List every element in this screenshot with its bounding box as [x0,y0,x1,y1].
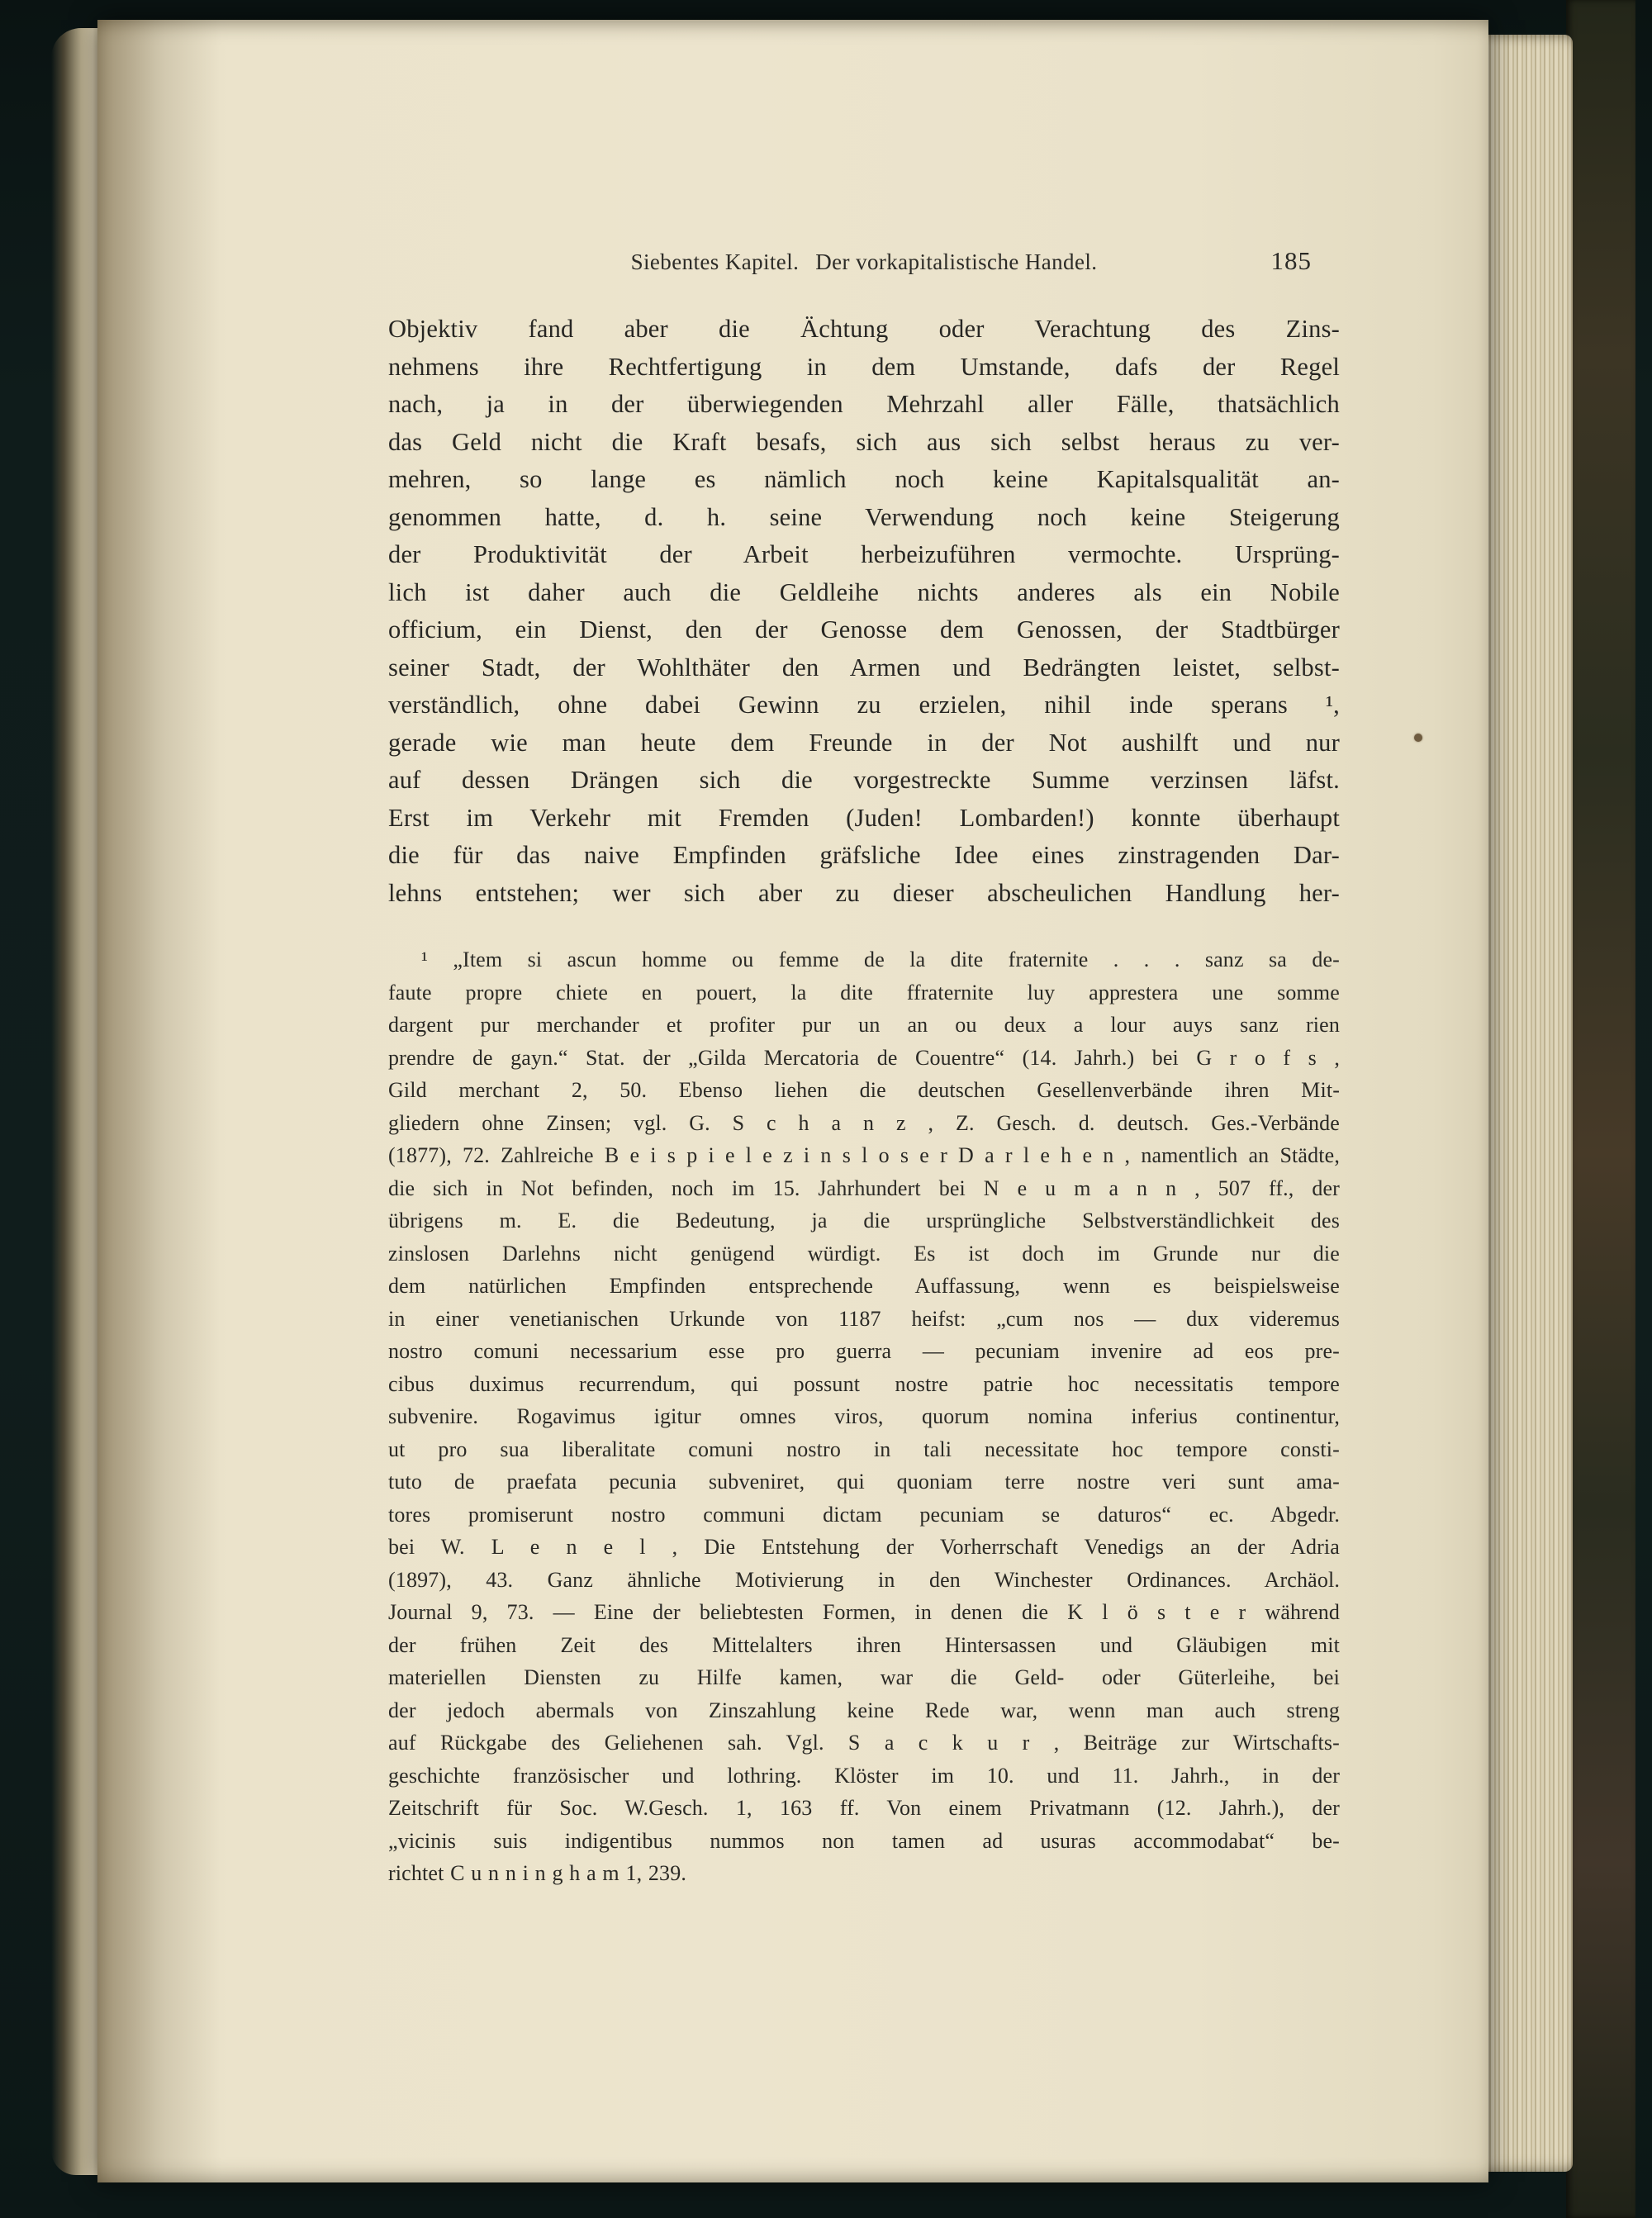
footnote-line: Journal 9, 73. — Eine der beliebtesten Formen, in denen die K l ö s t e r während [388,1600,1340,1624]
text-line: lich ist daher auch die Geldleihe nichts anderes als ein Nobile [388,577,1340,606]
text-line: nach, ja in der überwiegenden Mehrzahl aller Fälle, thatsächlich [388,390,1340,418]
text-line: seiner Stadt, der Wohlthäter den Armen und Bedrängten leistet, selbst- [388,653,1340,682]
text-line: genommen hatte, d. h. seine Verwendung noch keine Steigerung [388,502,1340,531]
footnote-line: geschichte französischer und lothring. Klöster im 10. und 11. Jahrh., in der [388,1763,1340,1788]
footnote-line: „vicinis suis indigentibus nummos non tamen ad usuras accommodabat“ be- [388,1828,1340,1853]
text-line: gerade wie man heute dem Freunde in der Not aushilft und nur [388,728,1340,757]
footnote-line: bei W. L e n e l , Die Entstehung der Vorherrschaft Venedigs an der Adria [388,1535,1340,1559]
text-line: Erst im Verkehr mit Fremden (Juden! Lombarden!) konnte überhaupt [388,803,1340,832]
footnote-line: ¹ „Item si ascun homme ou femme de la dite fraternite . . . sanz sa de- [421,948,1340,971]
footnote-line: gliedern ohne Zinsen; vgl. G. S c h a n z , Z. Gesch. d. deutsch. Ges.-Verbände [388,1110,1340,1135]
footnote-line: dargent pur merchander et profiter pur un an ou deux a lour auys sanz rien [388,1013,1340,1037]
footnote-line: tuto de praefata pecunia subveniret, qui quoniam terre nostre veri sunt ama- [388,1470,1340,1494]
running-title: Der vorkapitalistische Handel. [815,249,1098,274]
book-page [97,20,1488,2182]
book-cover-edge [1566,0,1635,2218]
footnote-line: materiellen Diensten zu Hilfe kamen, war die Geld- oder Güterleihe, bei [388,1665,1340,1689]
text-line: Objektiv fand aber die Ächtung oder Verachtung des Zins- [388,315,1340,343]
footnote-block [388,943,1340,1890]
text-line: verständlich, ohne dabei Gewinn zu erzielen, nihil inde sperans ¹, [388,691,1340,719]
footnote-line: subvenire. Rogavimus igitur omnes viros, quorum nomina inferius continentur, [388,1404,1340,1428]
footnote-line: nostro comuni necessarium esse pro guerra — pecuniam invenire ad eos pre- [388,1339,1340,1363]
footnote-line: faute propre chiete en pouert, la dite ffraternite luy apprestera une somme [388,980,1340,1005]
footnote-line: richtet C u n n i n g h a m 1, 239. [388,1861,686,1885]
footnote-line: die sich in Not befinden, noch im 15. Jahrhundert bei N e u m a n n , 507 ff., der [388,1175,1340,1200]
footnote-line: übrigens m. E. die Bedeutung, ja die ursprüngliche Selbstverständlichkeit des [388,1209,1340,1232]
text-line: das Geld nicht die Kraft besafs, sich aus sich selbst heraus zu ver- [388,427,1340,456]
text-line: auf dessen Drängen sich die vorgestreckte Summe verzinsen läfst. [388,766,1340,794]
footnote-line: cibus duximus recurrendum, qui possunt nostre patrie hoc necessitatis tempore [388,1371,1340,1396]
footnote-line: dem natürlichen Empfinden entsprechende Auffassung, wenn es beispielsweise [388,1274,1340,1298]
gutter-shadow [97,20,221,2182]
footnote-line: Zeitschrift für Soc. W.Gesch. 1, 163 ff. Von einem Privatmann (12. Jahrh.), der [388,1796,1340,1820]
footnote-line: in einer venetianischen Urkunde von 1187 heifst: „cum nos — dux videremus [388,1306,1340,1331]
text-line: lehns entstehen; wer sich aber zu dieser abscheulichen Handlung her- [388,878,1340,907]
footnote-line: der jedoch abermals von Zinszahlung keine Rede war, wenn man auch streng [388,1698,1340,1722]
page-stack-fore-edge [1487,35,1573,2172]
footnote-line: auf Rückgabe des Geliehenen sah. Vgl. S a c k u r , Beiträge zur Wirtschafts- [388,1731,1340,1755]
text-line: officium, ein Dienst, den der Genosse dem Genossen, der Stadtbürger [388,615,1340,644]
footnote-line: der frühen Zeit des Mittelalters ihren Hintersassen und Gläubigen mit [388,1632,1340,1657]
running-head [388,249,1340,275]
main-text-block [388,311,1340,912]
page-header [388,246,1340,286]
footnote-line: Gild merchant 2, 50. Ebenso liehen die deutschen Gesellenverbände ihren Mit- [388,1078,1340,1102]
text-line: mehren, so lange es nämlich noch keine Kapitalsqualität an- [388,465,1340,493]
footnote-line: tores promiserunt nostro communi dictam pecuniam se daturos“ ec. Abgedr. [388,1502,1340,1527]
page-number: 185 [1270,246,1312,275]
footnote-line: prendre de gayn.“ Stat. der „Gilda Mercatoria de Couentre“ (14. Jahrh.) bei G r o f s , [388,1045,1340,1070]
text-line: der Produktivität der Arbeit herbeizuführen vermochte. Ursprüng- [388,540,1340,568]
footnote-line: ut pro sua liberalitate comuni nostro in tali necessitate hoc tempore consti- [388,1437,1340,1461]
chapter-label: Siebentes Kapitel. [630,249,800,274]
footnote-line: zinslosen Darlehns nicht genügend würdigt. Es ist doch im Grunde nur die [388,1241,1340,1266]
text-line: die für das naive Empfinden gräfsliche Idee eines zinstragenden Dar- [388,841,1340,869]
footnote-line: (1897), 43. Ganz ähnliche Motivierung in den Winchester Ordinances. Archäol. [388,1567,1340,1592]
page-speck [1414,734,1422,742]
text-line: nehmens ihre Rechtfertigung in dem Umstande, dafs der Regel [388,352,1340,381]
footnote-line: (1877), 72. Zahlreiche B e i s p i e l e z i n s l o s e r D a r l e h e n , namentlich an Städte, [388,1143,1340,1167]
